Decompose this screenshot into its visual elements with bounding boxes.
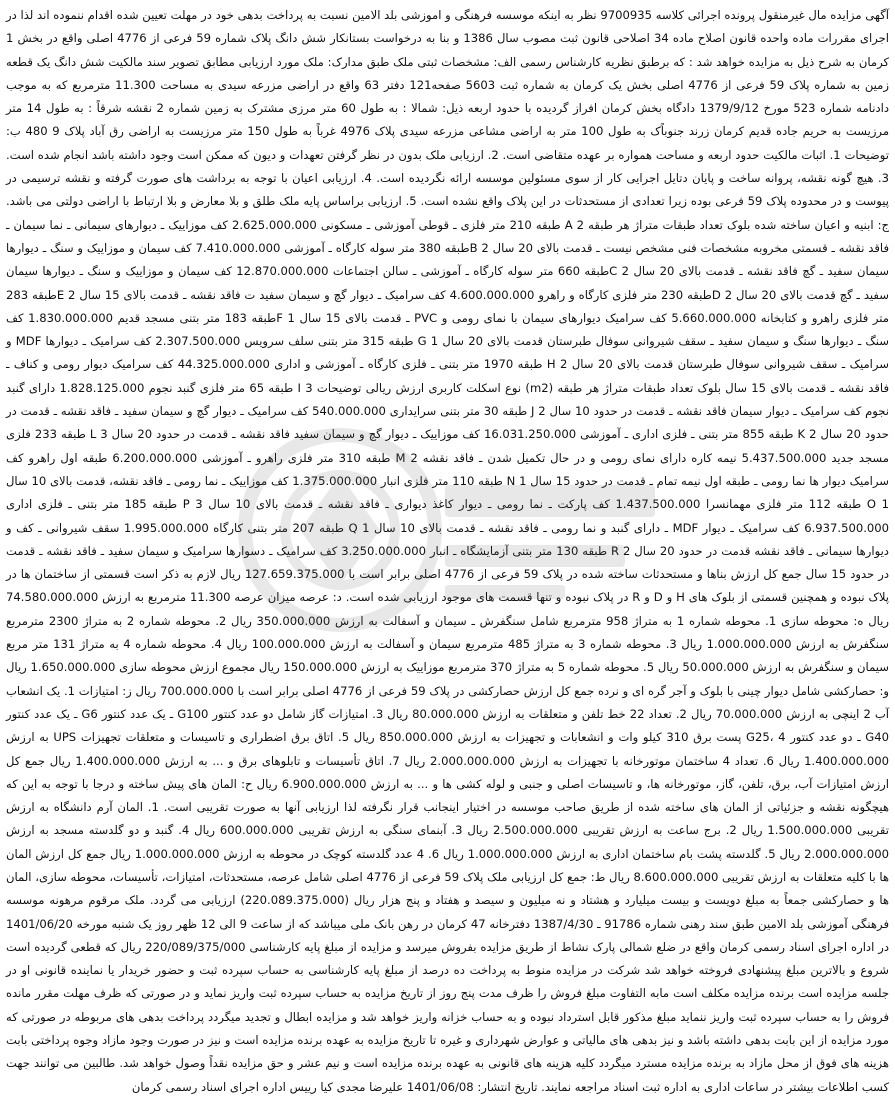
notice-body: آگهی مزایده مال غیرمنقول پرونده اجرائی کلاسه 9700935 نظر به اینکه موسسه فرهنگی و اموزشی بلد الامین نسبت به پرداخت بدهی خود در مهلت تعیین شده اقدام ننموده اند لذا در اجرای مقررات ماده واحده قانون اصلاح ماده 34 اصلاحی قانون ثبت مصوب سال 1386 و بنا به درخواست بستانکار شش دانگ پلاک شماره 59 فرعی از 4776 اصلی واقع در بخش 1 کرمان به شرح ذیل به مزایده خواهد شد : که برطبق نظریه کارشناس رسمی الف: مشخصات ثبتی ملک طبق مدارک: ملک مورد ارزیابی مطابق تصویر سند مالکیت شش دانگ یک قطعه زمین به شماره پلاک 59 فرعی از 4776 اصلی بخش یک کرمان به شماره ثبت 5603 صفحه121 دفتر 63 واقع در اراضی مزرعه سیدی به مساحت 11.300 مترمربع که به موجب دادنامه شماره 523 مورخ 1379/9/12 دادگاه بخش کرمان افراز گردیده با حدود اربعه ذیل: شمالا : به طول 60 متر مرزی مشترک به زمین شماره 2 نقشه شرقاً : به طول 14 متر مرزیست به حریم جاده قدیم کرمان زرند جنوباًک به طول 100 متر به اراضی مشاعی مزرعه سیدی پلاک 4976 غرباً به طول 150 متر مرزیست به اراضی رق آباد پلاک 9 480 ب: توضیحات 1. اثبات مالکیت حدود اربعه و مساحت همواره بر عهده متقاضی است. 2. ارزیابی ملک بدون در نظر گرفتن تعهدات و دیون که ممکن است وجود داشته باشد انجام شده است. 3. هیچ گونه نقشه، پروانه ساخت و پایان دتایل اجرایی کار از سوی مسئولین موسسه ارائه نگردیده است. 4. ارزیابی اعیان با توجه به برداشت های صورت گرفته و نقشه ترسیمی در پیوست و در محدوده پلاک 59 فرعی بوده زیرا تعدادی از مستحدثات در این پلاک واقع نشده است. 5. ارزیابی براساس پایه ملک طلق و بلا معارض و بلا ارتباط با اراضی دولتی می باشد. ج: ابنیه و اعیان ساخته شده بلوک تعداد طبقات متراژ هر طبقه A 2 طبقه 210 متر فلزی ـ قوطی آموزشی ـ مسکونی 2.625.000.000 کف موزاییک ـ دیوارهای سیمانی ـ نما سیمان ـ فاقد نقشه ـ قسمتی مخروبه مشخصات فنی مشخص نیست ـ قدمت بالای 20 سال B 2طبقه 380 متر سوله کارگاه ـ آموزشی 7.410.000.000 کف سیمان و موزاییک و سنگ ـ دیوارها سیمان سفید ـ گچ فاقد نقشه ـ قدمت بالای 20 سال C 2طبقه 660 متر سوله کارگاه ـ آموزشی ـ سالن اجتماعات 12.870.000.000 کف سیمان و موزاییک و سنگ ـ دیوارها سیمان سفید ـ گچ قدمت بالای 20 سال D 2طبقه 230 متر فلزی کارگاه و راهرو 4.600.000.000 کف سرامیک ـ دیوار گچ و سیمان سفید ت فاقد نقشه ـ قدمت بالای 15 سال E 2طبقه 283 متر فلزی راهرو و کتابخانه 5.660.000.000 کف سرامیک دیوارهای سیمان با نمای رومی و PVC ـ قدمت بالای 15 سال F 1طبقه 183 متر بتنی مسجد قدیم 1.830.000.000 کف سنگ ـ دیوارها سنگ و سیمان سفید ـ سقف شیروانی سوفال طبرستان قدمت بالای 20 سال G 1 طبقه 315 متر بتنی سلف سرویس 2.307.500.000 کف سرامیک ـ دیوارها MDF و سرامیک ـ سقف شیروانی سوفال طبرستان قدمت بالای 20 سال H 2 طبقه 1970 متر بتنی ـ فلزی کارگاه ـ آموزشی و اداری 44.325.000.000 کف سرامیک دیوار رومی و کناف ـ فاقد نقشه ـ قدمت بالای 15 سال بلوک تعداد طبقات متراژ هر طبقه (m2) نوع اسکلت کاربری ارزش ریالی توضیحات I 3 طبقه 65 متر فلزی گنبد نجوم 1.828.125.000 دارای گنبد نجوم کف سرامیک ـ دیوار سیمان فاقد نقشه ـ قدمت در حدود 10 سال J 2 طبقه 30 متر بتنی سرایداری 540.000.000 کف سرامیک ـ دیوار گچ و سیمان سفید ـ فاقد نقشه ـ قدمت در حدود 20 سال K 2 طبقه 855 متر بتنی ـ فلزی اداری ـ آموزشی 16.031.250.000 کف موزاییک ـ دیوار گچ و سیمان سفید فاقد نقشه ـ قدمت در حدود 20 سال L 3 طبقه 233 فلزی مسجد جدید 5.437.500.000 نیمه کاره دارای نمای رومی و در حال تکمیل شدن ـ فاقد نقشه M 2 طبقه 310 متر فلزی راهرو ـ آموزشی 6.200.000.000 طبقه اول راهرو کف سرامیک دیوار ها نما رومی ـ طبقه اول نیمه تمام ـ قدمت در حدود 15 سال N 1 طبقه 110 متر فلزی انبار 1.375.000.000 کف موزاییک ـ نما رومی ـ فاقد نقشه، قدمت بالای 10 سال O 1 طبقه 112 متر فلزی مهمانسرا 1.437.500.000 کف پارکت ـ نما رومی ـ دیوار کاغذ دیواری ـ فاقد نقشه ـ قدمت بالای 10 سال P 3 طبقه 185 متر بتنی ـ فلزی اداری 6.937.500.000 کف سرامیک ـ دیوار MDF ـ دارای گنبد و نما رومی ـ فاقد نقشه ـ قدمت بالای 10 سال Q 1 طبقه 207 متر بتنی کارگاه 1.995.000.000 سقف شیروانی ـ کف و دیوارها سیمانی ـ فاقد نقشه قدمت در حدود 20 سال R 2 طبقه 130 متر بتنی آزمایشگاه ـ انبار 3.250.000.000 کف سرامیک ـ دسوارها سرامیک و سیمان سفید ـ فاقد نقشه ـ قدمت در حدود 15 سال جمع کل ارزش بناها و مستحدثات ساخته شده در پلاک 59 فرعی از 4776 اصلی برابر است با 127.659.375.000 ریال لازم به ذکر است قسمتی از ساختمان ها در پلاک نبوده و همچنین قسمتی از بلوک های H و D و R در پلاک نبوده و تنها قسمت های موجود ارزیابی شده است. د: عرصه میزان عرصه 11.300 مترمربع به ارزش 74.580.000.000 ریال ه: محوطه سازی 1. محوطه شماره 1 به متراژ 958 مترمربع شامل سنگفرش ـ سیمان و آسفالت به ارزش 350.000.000 ریال 2. محوطه شماره 2 به متراژ 2300 مترمربع سنگفرش به ارزش 1.000.000.000 ریال 3. محوطه شماره 3 به متراژ 485 مترمربع سیمان و آسفالت به ارزش 100.000.000 ریال 4. محوطه شماره 4 به متراژ 131 متر مربع سیمان و سنگفرش به ارزش 50.000.000 ریال 5. محوطه شماره 5 به متراژ 370 مترمربع موزاییک به ارزش 150.000.000 ریال مجموع ارزش محوطه سازی 1.650.000.000 ریال و: حصارکشی شامل دیوار چینی با بلوک و آجر گره ای و نرده جمع کل ارزش حصارکشی در پلاک 59 فرعی از 4776 اصلی برابر است با 700.000.000 ریال ز: امتیازات 1. یک انشعاب آب 2 اینچی به ارزش 70.000.000 ریال 2. تعداد 22 خط تلفن و متعلقات به ارزش 80.000.000 ریال 3. امتیازات گاز شامل دو عدد کنتور G100 ـ یک عدد کنتور G6 ـ یک عدد کنتور G40 ـ دو عدد کنتور G25، 4 پست برق 310 کیلو وات و انشعابات و تجهیزات به ارزش 850.000.000 ریال 5. اتاق برق اضطراری و تاسیسات و متعلقات تجهیزات UPS به ارزش 1.400.000.000 ریال 6. تعداد 4 ساختمان موتورخانه با تجهیزات به ارزش 2.000.000.000 ریال 7. اتاق تأسیسات و تابلوهای برق و ... به ارزش 1.400.000.000 ریال جمع کل ارزش امتیازات آب، برق، تلفن، گاز، موتورخانه ها، و تاسیسات اصلی و جنبی و لوله کشی ها و ... به ارزش 6.900.000.000 ریال ح: المان های پیش ساخته و درجا با توجه به این که هیچگونه نقشه و جزئیاتی از المان های ساخته شده از طریق صاحب موسسه در اختیار اینجانب قرار نگرفته لذا ارزیابی آنها به صورت تقریبی است. 1. المان آرم دانشگاه به ارزش تقریبی 1.500.000.000 ریال 2. برج ساعت به ارزش تقریبی 2.500.000.000 ریال 3. آبنمای سنگی به ارزش تقریبی 600.000.000 ریال 4. گنبد و دو گلدسته مسجد به ارزش 2.000.000.000 ریال 5. گلدسته پشت بام ساختمان اداری به ارزش 1.000.000.000 ریال 6. 4 عدد گلدسته کوچک در محوطه به ارزش 1.000.000.000 ریال جمع کل ارزش المان ها با کلیه متعلقات به ارزش تقریبی 8.600.000.000 ریال ط: جمع کل ارزیابی ملک پلاک 59 فرعی از 4776 اصلی شامل عرصه، مستحدثات، امتیازات، تأسیسات، محوطه سازی، المان ها و حصارکشی جمعاً به مبلغ دویست و بیست میلیارد و هشتاد و نه میلیون و سیصد و هفتاد و پنج هزار ریال (220.089.375.000) ارزیابی می گردد. ملک مرقوم مرهونه موسسه فرهنگی آموزشی بلد الامین طبق سند رهنی شماره 91786 ـ 1387/4/30 دفترخانه 47 کرمان در رهن بانک ملی میباشد که از ساعت 9 الی 12 ظهر روز یک شنبه مورخه 1401/06/20 در اداره اجرای اسناد رسمی کرمان واقع در ضلع شمالی پارک نشاط از طریق مزایده بفروش میرسد و مزایده از مبلغ پایه کارشناسی 220/089/375/000 ریال که قطعی گردیده است شروع و بالاترین مبلغ پیشنهادی فروخته خواهد شد شرکت در مزایده منوط به پرداخت ده درصد از مبلغ پایه کارشناسی به حساب سپرده ثبت و حضور خریدار یا نماینده قانونی او در جلسه مزایده است برنده مزایده مکلف است مابه التفاوت مبلغ فروش را ظرف مدت پنج روز از تاریخ مزایده به حساب سپرده ثبت واریز نماید و در صورتی که ظرف مهلت مقرر مانده فروش را به حساب سپرده ثبت واریز ننماید مبلغ مذکور قابل استرداد نبوده و به حساب خزانه واریز خواهد شد و مزایده ابطال و تجدید میگردد پرداخت بدهی های مربوطه در صورتی که مورد مزایده از این بابت بدهی داشته باشد و نیز بدهی های مالیاتی و عوارض شهرداری و غیره تا تاریخ مزایده به عهده برنده مزایده است و نیز در صورت وجود مازاد وجوه پرداختی بابت هزینه های فوق از محل مازاد به برنده مزایده مسترد میگردد کلیه هزینه های قانونی به عهده برنده مزایده است و نیم عشر و حق مزایده نقداً وصول خواهد شد. طالبین می توانند جهت کسب اطلاعات بیشتر در ساعات اداری به اداره ثبت اسناد مراجعه نمایند. تاریخ انتشار:: [6, 8, 890, 1094]
auction-notice-text: [6, 4, 890, 1094]
notice-footer: 1401/06/08 علیرضا مجدی کیا رییس اداره اجرای اسناد رسمی کرمان: [131, 1079, 474, 1094]
